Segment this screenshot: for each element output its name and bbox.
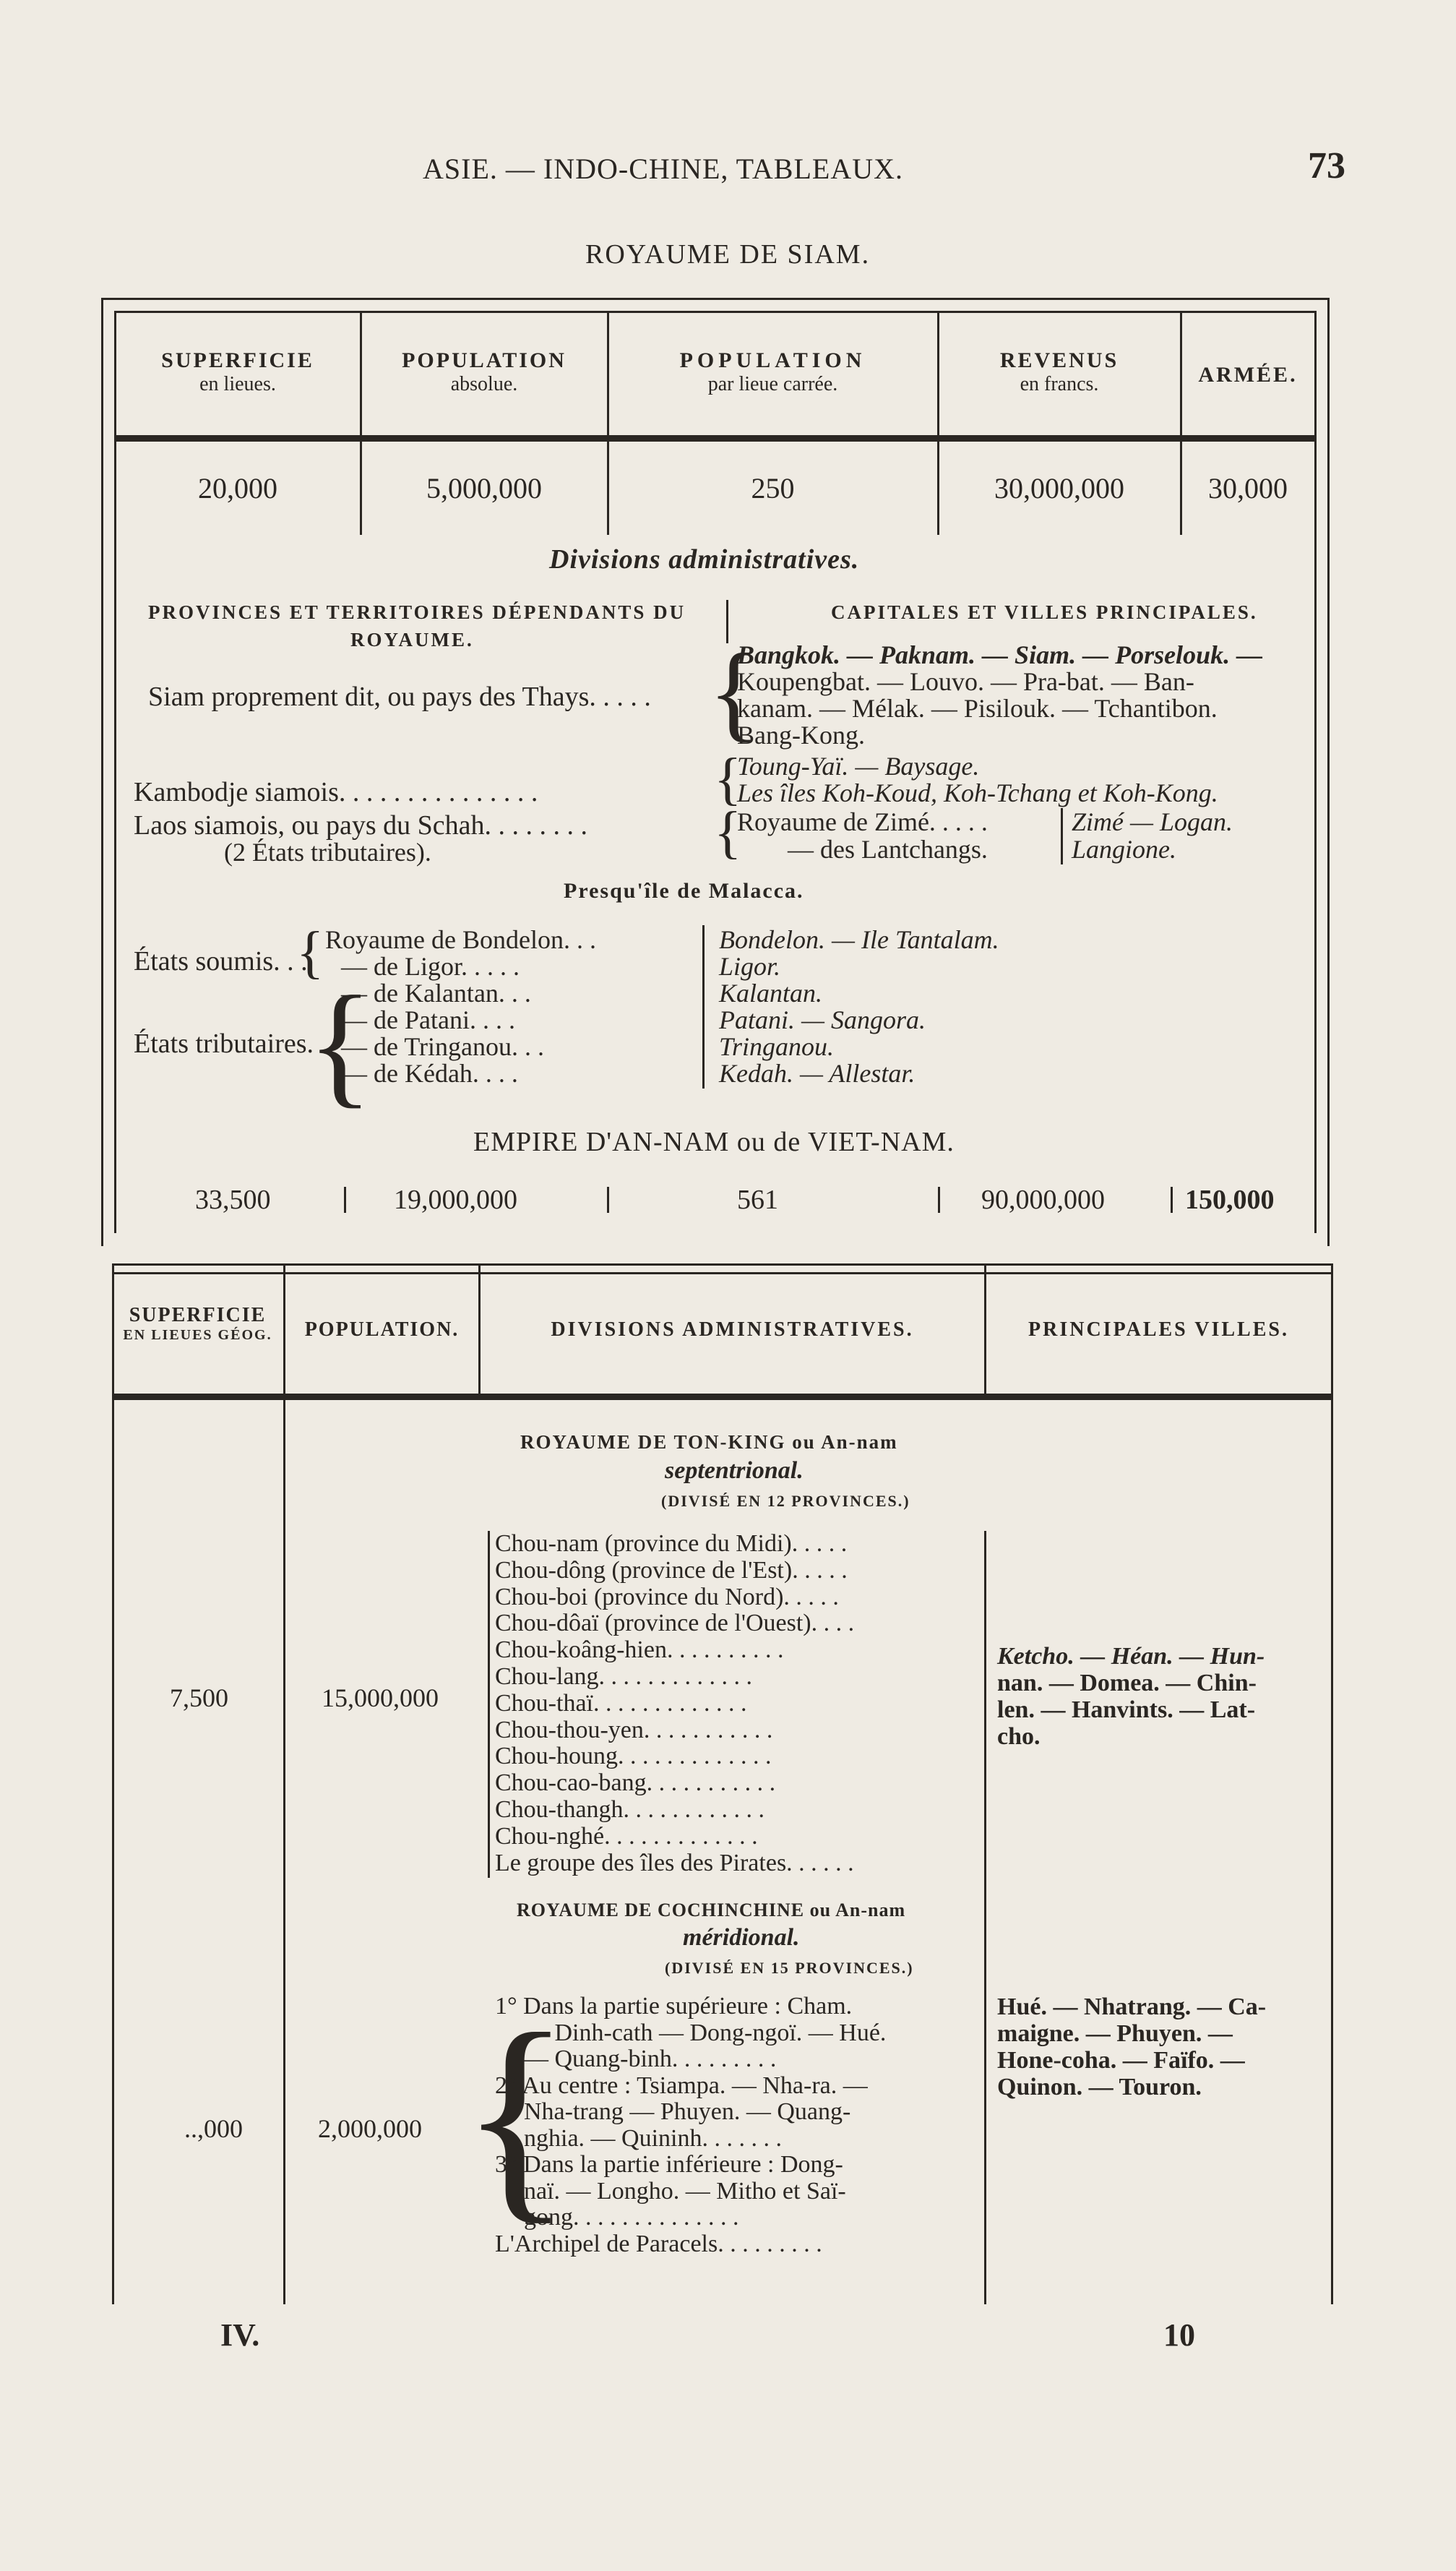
cochinchine-cities: Hué. — Nhatrang. — Ca- maigne. — Phuyen. — Hone-coha. — Faïfo. — Quinon. — Touron. bbox=[997, 1993, 1267, 2100]
value-population: 5,000,000 bbox=[426, 472, 542, 505]
etats-soumis: États soumis. . . bbox=[134, 946, 308, 977]
sheet-number: 10 bbox=[1163, 2317, 1195, 2353]
running-title: ASIE. — INDO-CHINE, TABLEAUX. bbox=[423, 153, 903, 185]
col-superficie: SUPERFICIE en lieues. bbox=[161, 348, 314, 395]
signature-mark: IV. bbox=[220, 2317, 260, 2353]
value-density: 250 bbox=[751, 472, 795, 505]
laos-tributaries: (2 États tributaires). bbox=[224, 838, 431, 867]
col-armee: ARMÉE. bbox=[1198, 363, 1298, 387]
cochinchine-population: 2,000,000 bbox=[318, 2114, 422, 2143]
malacca-title: Presqu'île de Malacca. bbox=[564, 879, 804, 903]
tonking-population: 15,000,000 bbox=[322, 1683, 439, 1712]
brace: { bbox=[714, 801, 742, 864]
col-superficie-geog: SUPERFICIE EN LIEUES GÉOG. bbox=[123, 1304, 272, 1343]
kambodje: Kambodje siamois. . . . . . . . . . . . . . . bbox=[134, 777, 538, 807]
divisions-title: Divisions administratives. bbox=[549, 544, 860, 575]
col-population-density: POPULATION par lieue carrée. bbox=[679, 348, 866, 395]
tonking-title: ROYAUME DE TON-KING ou An-nam bbox=[520, 1431, 898, 1453]
annam-title: EMPIRE D'AN-NAM ou de VIET-NAM. bbox=[473, 1127, 955, 1157]
col-villes: PRINCIPALES VILLES. bbox=[1028, 1318, 1289, 1341]
cochinchine-note: (DIVISÉ EN 15 PROVINCES.) bbox=[665, 1959, 914, 1977]
cochinchine-title: ROYAUME DE COCHINCHINE ou An-nam bbox=[517, 1900, 906, 1920]
siam-proper: Siam proprement dit, ou pays des Thays. . . . . bbox=[148, 682, 651, 712]
tonking-note: (DIVISÉ EN 12 PROVINCES.) bbox=[661, 1492, 910, 1510]
cochinchine-subtitle: méridional. bbox=[683, 1924, 800, 1951]
col-divisions: DIVISIONS ADMINISTRATIVES. bbox=[551, 1318, 914, 1341]
kambodje-cities: Toung-Yaï. — Baysage. Les îles Koh-Koud, Koh-Tchang et Koh-Kong. bbox=[737, 752, 1218, 807]
annam-revenus: 90,000,000 bbox=[981, 1185, 1105, 1215]
value-armee: 30,000 bbox=[1208, 472, 1288, 505]
brace: { bbox=[307, 969, 374, 1120]
annam-table bbox=[112, 1263, 1333, 2304]
laos-kingdoms: Royaume de Zimé. . . . . — des Lantchangs. bbox=[737, 807, 988, 864]
provinces-heading: PROVINCES ET TERRITOIRES DÉPENDANTS DU bbox=[148, 601, 686, 623]
annam-population: 19,000,000 bbox=[394, 1185, 517, 1215]
tonking-subtitle: septentrional. bbox=[665, 1457, 804, 1484]
etats-tributaires: États tributaires. bbox=[134, 1029, 314, 1059]
annam-area: 33,500 bbox=[195, 1185, 271, 1215]
brace: { bbox=[714, 747, 742, 811]
value-superficie: 20,000 bbox=[198, 472, 277, 505]
tonking-cities: Ketcho. — Héan. — Hun- nan. — Domea. — Chin- len. — Hanvints. — Lat- cho. bbox=[997, 1643, 1265, 1750]
siam-proper-cities: Bangkok. — Paknam. — Siam. — Porselouk. — Koupengbat. — Louvo. — Pra-bat. — Ban- kanam. — Mélak. — Pisilouk. — Tchantibon. Bang-Kong. bbox=[737, 640, 1263, 750]
col-revenus: REVENUS en francs. bbox=[999, 348, 1119, 395]
provinces-heading-2: ROYAUME. bbox=[350, 629, 474, 651]
brace: { bbox=[296, 921, 324, 984]
laos: Laos siamois, ou pays du Schah. . . . . . . . bbox=[134, 810, 588, 841]
capitals-heading: CAPITALES ET VILLES PRINCIPALES. bbox=[831, 601, 1258, 623]
annam-density: 561 bbox=[737, 1185, 778, 1215]
malacca-cities: Bondelon. — Ile Tantalam. Ligor. Kalantan. Patani. — Sangora. Tringanou. Kedah. — Allestar. bbox=[719, 925, 999, 1088]
tonking-area: 7,500 bbox=[170, 1683, 228, 1712]
value-revenus: 30,000,000 bbox=[994, 472, 1124, 505]
col-population: POPULATION absolue. bbox=[402, 348, 567, 395]
laos-cities: Zimé — Logan. Langione. bbox=[1072, 807, 1233, 864]
tonking-provinces: Chou-nam (province du Midi). . . . . Chou-dông (province de l'Est). . . . . Chou-boi (province du Nord). . . . . Chou-dôaï (province de l'Ouest). . . . Chou-koâng-hien. . . . . . . . . . Chou-lang. . . . . . . . . . . . . Chou-thaï. . . . . . . . . . . . . Chou-thou-yen. . . . . . . . . . . Chou-houng. . . . . . . . . . . . . Chou-cao-bang. . . . . . . . . . . Chou-thangh. . . . . . . . . . . . Chou-nghé. . . . . . . . . . . . . Le groupe des îles des Pirates. . . . . . bbox=[495, 1530, 855, 1876]
cochinchine-area: ..,000 bbox=[184, 2114, 243, 2143]
annam-armee: 150,000 bbox=[1185, 1185, 1275, 1215]
cochinchine-lines: 1° Dans la partie supérieure : Cham. — Dinh-cath — Dong-ngoï. — Hué. — Quang-binh. . . . . . . . . 2° Au centre : Tsiampa. — Nha-ra. — Nha-trang — Phuyen. — Quang- nghia. — Quininh. . . . . . . 3° Dans la partie inférieure : Dong- naï. — Longho. — Mitho et Saï- gong. . . . . . . . . . . . . . L'Archipel de Paracels. . . . . . . . . bbox=[495, 1993, 887, 2257]
brace: { bbox=[460, 1987, 572, 2243]
section-title: ROYAUME DE SIAM. bbox=[585, 239, 871, 270]
siam-table bbox=[101, 298, 1330, 1246]
brace: { bbox=[708, 632, 760, 752]
col-population: POPULATION. bbox=[304, 1318, 460, 1341]
malacca-states: Royaume de Bondelon. . . — de Ligor. . . . . — de Kalantan. . . — de Patani. . . . — de Tringanou. . . — de Kédah. . . . bbox=[325, 925, 596, 1088]
page-number: 73 bbox=[1308, 145, 1345, 186]
